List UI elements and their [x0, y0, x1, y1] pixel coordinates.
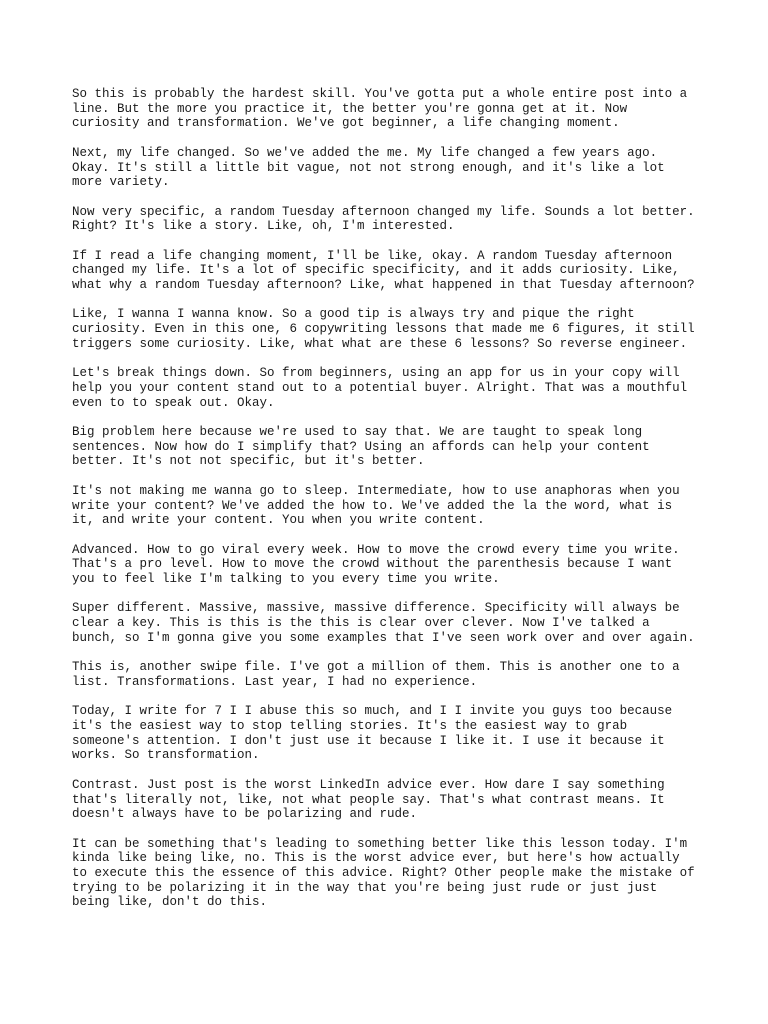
paragraph-2: Next, my life changed. So we've added the me. My life changed a few years ago. Okay. It's still a little bit vague, not not strong enough, and it's like a lot more variety. — [72, 145, 665, 190]
paragraph-9: Advanced. How to go viral every week. How to move the crowd every time you write. That's a pro level. How to move the crowd without the parenthesis because I want you to feel like I'm talking to you every time you write. — [72, 542, 680, 587]
document-page — [72, 87, 712, 925]
paragraph-7: Big problem here because we're used to say that. We are taught to speak long sentences. Now how do I simplify that? Using an affords can help your content better. It's not not specific, but it's better. — [72, 425, 650, 469]
paragraph-11: This is, another swipe file. I've got a million of them. This is another one to a list. Transformations. Last year, I had no experience. — [72, 660, 680, 689]
paragraph-1: So this is probably the hardest skill. You've gotta put a whole entire post into a line. But the more you practice it, the better you're gonna get at it. Now curiosity and transformation. We've got beginner, a life changing moment. — [72, 87, 688, 131]
paragraph-3: Now very specific, a random Tuesday afternoon changed my life. Sounds a lot better. Right? It's like a story. Like, oh, I'm interested. — [72, 204, 695, 234]
paragraph-12: Today, I write for 7 I I abuse this so much, and I I invite you guys too because it's the easiest way to stop telling stories. It's the easiest way to grab someone's attention. I don't just use it because I like it. I use it because it works. So transformation. — [72, 704, 673, 763]
paragraph-10: Super different. Massive, massive, massive difference. Specificity will always be clear a key. This is this is the this is clear over clever. Now I've talked a bunch, so I'm gonna give you some examples that I've seen work over and over again. — [72, 601, 695, 645]
paragraph-13: Contrast. Just post is the worst LinkedIn advice ever. How dare I say something that's literally not, like, not what people say. That's what contrast means. It doesn't always have to be polarizing and rude. — [72, 777, 665, 822]
paragraph-14: It can be something that's leading to something better like this lesson today. I'm kinda like being like, no. This is the worst advice ever, but here's how actually to execute this the essence of this advice. Right? Other people make the mistake of trying to be polarizing it in the way that you're being just rude or just just being like, don't do this. — [72, 836, 695, 910]
paragraph-4: If I read a life changing moment, I'll be like, okay. A random Tuesday afternoon changed my life. It's a lot of specific specificity, and it adds curiosity. Like, what why a random Tuesday afternoon? Like, what happened in that Tuesday afternoon? — [72, 248, 695, 293]
paragraph-5: Like, I wanna I wanna know. So a good tip is always try and pique the right curiosity. Even in this one, 6 copywriting lessons that made me 6 figures, it still triggers some curiosity. Like, what what are these 6 lessons? So reverse engineer. — [72, 307, 695, 351]
paragraph-6: Let's break things down. So from beginners, using an app for us in your copy will help you your content stand out to a potential buyer. Alright. That was a mouthful even to to speak out. Okay. — [72, 366, 688, 410]
paragraph-8: It's not making me wanna go to sleep. Intermediate, how to use anaphoras when you write your content? We've added the how to. We've added the la the word, what is it, and write your content. You when you write content. — [72, 483, 680, 528]
